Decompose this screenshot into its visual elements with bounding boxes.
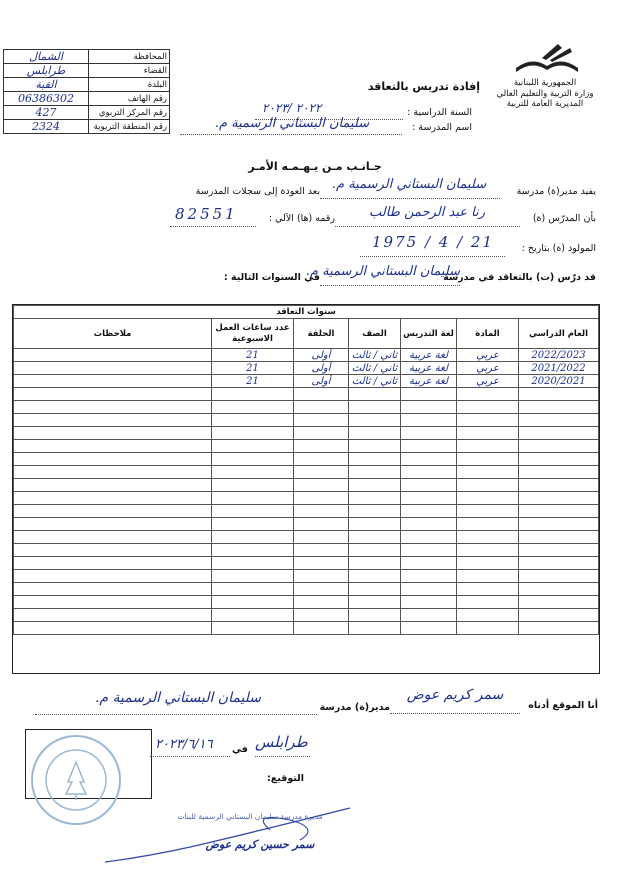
table-cell — [294, 427, 349, 440]
table-cell — [294, 531, 349, 544]
table-cell — [349, 479, 401, 492]
table-row — [14, 349, 599, 362]
table-cell — [14, 440, 212, 453]
info-label: البلدة — [89, 78, 170, 92]
table-cell — [519, 414, 599, 427]
table-group-header: سنوات التعاقد — [14, 306, 599, 319]
table-cell — [294, 492, 349, 505]
table-cell — [14, 622, 212, 635]
table-cell — [14, 570, 212, 583]
table-cell — [457, 583, 519, 596]
table-row — [14, 440, 599, 453]
info-value: 06386302 — [4, 92, 89, 106]
table-cell — [212, 401, 294, 414]
line2-prefix: بأن المدرّس (ة) — [532, 213, 596, 224]
table-cell — [457, 622, 519, 635]
director-label: مدير(ة) مدرسة — [319, 702, 390, 713]
signer-name: سمر كريم عوض — [406, 687, 504, 703]
info-label: رقم المنطقة التربوية — [89, 120, 170, 134]
table-cell: أولى — [294, 375, 349, 388]
table-row — [14, 427, 599, 440]
table-cell — [14, 492, 212, 505]
table-cell — [401, 557, 457, 570]
table-cell — [457, 557, 519, 570]
table-cell — [401, 427, 457, 440]
school-name-value: سليمان البستاني الرسمية م. — [214, 116, 370, 131]
table-cell — [14, 453, 212, 466]
table-cell: عربي — [457, 362, 519, 375]
table-cell — [212, 544, 294, 557]
table-cell — [457, 609, 519, 622]
table-cell — [212, 440, 294, 453]
table-cell — [349, 401, 401, 414]
table-cell — [294, 440, 349, 453]
school-name-label: اسم المدرسة : — [412, 122, 472, 133]
table-cell — [14, 375, 212, 388]
signed-name: سمر حسين كريم عوض — [205, 838, 315, 851]
table-row — [14, 544, 599, 557]
table-cell — [294, 622, 349, 635]
table-cell — [294, 544, 349, 557]
table-cell: 21 — [212, 362, 294, 375]
table-cell — [401, 505, 457, 518]
table-cell — [349, 622, 401, 635]
to-whom-concerned: جـانـب مـن يـهـمـه الأمـر — [248, 160, 382, 173]
table-cell — [294, 583, 349, 596]
table-row — [14, 466, 599, 479]
table-cell — [212, 453, 294, 466]
info-label: المحافظة — [89, 50, 170, 64]
table-cell — [519, 544, 599, 557]
table-cell: عربي — [457, 349, 519, 362]
table-cell — [14, 583, 212, 596]
table-cell — [294, 466, 349, 479]
table-cell — [349, 440, 401, 453]
table-cell — [401, 531, 457, 544]
table-cell: لغة عربية — [401, 375, 457, 388]
table-cell — [294, 388, 349, 401]
table-row — [14, 453, 599, 466]
table-row — [14, 557, 599, 570]
table-cell — [519, 492, 599, 505]
table-cell — [519, 570, 599, 583]
column-header: الحلقة — [294, 319, 349, 349]
table-cell: ثاني / ثالث — [349, 349, 401, 362]
table-cell — [457, 414, 519, 427]
table-cell — [349, 492, 401, 505]
table-cell — [401, 401, 457, 414]
line1-school: سليمان البستاني الرسمية م. — [331, 177, 487, 192]
table-cell — [212, 492, 294, 505]
column-header: المادة — [457, 319, 519, 349]
table-cell — [401, 440, 457, 453]
table-cell — [14, 596, 212, 609]
table-cell — [212, 531, 294, 544]
table-cell: 2021/2022 — [519, 362, 599, 375]
line4-suffix: في السنوات التالية : — [223, 272, 320, 283]
directorate-text: المديرية العامة للتربية — [506, 99, 584, 110]
table-cell — [349, 427, 401, 440]
table-row — [14, 596, 599, 609]
table-cell — [457, 570, 519, 583]
table-cell — [349, 609, 401, 622]
table-cell — [294, 453, 349, 466]
table-cell — [14, 518, 212, 531]
table-cell — [519, 557, 599, 570]
info-value: طرابلس — [4, 64, 89, 78]
table-cell — [14, 349, 212, 362]
director-school: سليمان البستاني الرسمية م. — [94, 690, 262, 706]
table-cell — [401, 544, 457, 557]
in-label: في — [232, 744, 248, 755]
table-cell — [349, 544, 401, 557]
table-cell — [457, 596, 519, 609]
line2-mid: رقمه (ها) الآلي : — [268, 213, 335, 224]
table-cell — [14, 401, 212, 414]
ministry-text: وزارة التربية والتعليم العالي — [496, 88, 594, 99]
table-row — [14, 609, 599, 622]
table-cell — [457, 492, 519, 505]
table-cell — [212, 427, 294, 440]
table-row — [14, 375, 599, 388]
table-cell — [14, 427, 212, 440]
table-cell — [519, 622, 599, 635]
table-cell — [349, 414, 401, 427]
table-cell — [519, 531, 599, 544]
automatic-number: 82551 — [175, 205, 238, 223]
table-cell: 2022/2023 — [519, 349, 599, 362]
info-value: القبة — [4, 78, 89, 92]
table-cell — [349, 531, 401, 544]
line1-suffix: بعد العودة إلى سجلات المدرسة — [195, 186, 320, 197]
table-cell — [349, 557, 401, 570]
table-row — [14, 583, 599, 596]
undersigned-label: أنا الموقع أدناه — [528, 700, 598, 711]
table-cell — [349, 583, 401, 596]
table-cell — [401, 453, 457, 466]
table-cell — [212, 583, 294, 596]
line4-prefix: قد درّس (ت) بالتعاقد في مدرسة — [443, 272, 596, 283]
info-value: 427 — [4, 106, 89, 120]
table-row — [14, 531, 599, 544]
table-cell — [294, 609, 349, 622]
table-cell — [294, 414, 349, 427]
table-cell — [401, 388, 457, 401]
table-cell — [457, 427, 519, 440]
table-cell — [457, 531, 519, 544]
table-cell — [349, 518, 401, 531]
table-cell: 21 — [212, 375, 294, 388]
table-cell — [212, 622, 294, 635]
table-cell: أولى — [294, 362, 349, 375]
table-cell — [457, 505, 519, 518]
table-row — [14, 505, 599, 518]
table-cell: 2020/2021 — [519, 375, 599, 388]
document-title: إفادة تدريس بالتعاقد — [367, 80, 480, 93]
table-cell — [457, 388, 519, 401]
table-row — [14, 401, 599, 414]
table-cell — [401, 583, 457, 596]
table-cell — [212, 609, 294, 622]
table-cell — [401, 466, 457, 479]
table-cell — [294, 570, 349, 583]
table-cell: أولى — [294, 349, 349, 362]
contract-years-table — [12, 304, 600, 674]
table-cell — [349, 570, 401, 583]
table-cell — [294, 557, 349, 570]
info-value: 2324 — [4, 120, 89, 134]
table-cell — [519, 609, 599, 622]
table-cell — [212, 414, 294, 427]
table-cell — [457, 453, 519, 466]
table-cell — [519, 453, 599, 466]
table-row — [14, 518, 599, 531]
table-cell — [457, 479, 519, 492]
table-cell — [212, 596, 294, 609]
table-cell — [401, 414, 457, 427]
info-value: الشمال — [4, 50, 89, 64]
table-cell — [294, 401, 349, 414]
table-row — [14, 492, 599, 505]
place: طرابلس — [255, 733, 308, 751]
stamp-caption: مديرة مدرسة سليمان البستاني الرسمية للبنات — [177, 812, 323, 821]
table-cell — [519, 479, 599, 492]
table-cell: لغة عربية — [401, 362, 457, 375]
table-cell — [294, 518, 349, 531]
table-cell — [14, 609, 212, 622]
table-cell: لغة عربية — [401, 349, 457, 362]
table-cell: عربي — [457, 375, 519, 388]
line3-prefix: المولود (ة) بتاريخ : — [521, 243, 596, 254]
table-row — [14, 414, 599, 427]
column-header: لغة التدريس — [401, 319, 457, 349]
table-cell — [349, 466, 401, 479]
info-label: رقم الهاتف — [89, 92, 170, 106]
info-label: رقم المركز التربوي — [89, 106, 170, 120]
birth-date: 1975 / 4 / 21 — [372, 233, 494, 251]
table-cell — [519, 427, 599, 440]
table-cell — [349, 388, 401, 401]
table-cell — [14, 531, 212, 544]
table-cell — [401, 622, 457, 635]
table-cell — [212, 570, 294, 583]
table-cell — [401, 492, 457, 505]
table-cell — [14, 466, 212, 479]
table-row — [14, 388, 599, 401]
table-cell — [401, 518, 457, 531]
table-cell — [294, 505, 349, 518]
table-cell — [14, 544, 212, 557]
table-cell: ثاني / ثالث — [349, 375, 401, 388]
table-cell — [457, 401, 519, 414]
line4-school: سليمان البستاني الرسمية م. — [305, 264, 460, 279]
signature-stroke-icon — [100, 800, 360, 870]
table-cell — [212, 518, 294, 531]
table-row — [14, 570, 599, 583]
table-cell — [519, 596, 599, 609]
table-cell — [14, 362, 212, 375]
table-cell — [519, 401, 599, 414]
ministry-header — [486, 78, 604, 110]
sign-date: ٢٠٢٣/٦/١٦ — [155, 737, 213, 752]
column-header: العام الدراسي — [519, 319, 599, 349]
table-cell — [519, 388, 599, 401]
table-cell — [457, 518, 519, 531]
column-header: الصف — [349, 319, 401, 349]
table-cell — [519, 518, 599, 531]
table-cell — [212, 505, 294, 518]
table-cell — [349, 453, 401, 466]
table-cell — [212, 557, 294, 570]
table-cell — [349, 596, 401, 609]
table-cell — [519, 440, 599, 453]
table-cell — [14, 557, 212, 570]
table-cell — [212, 466, 294, 479]
table-cell — [14, 479, 212, 492]
table-cell — [212, 479, 294, 492]
table-cell — [401, 479, 457, 492]
table-cell — [14, 414, 212, 427]
line1-prefix: يفيد مدير(ة) مدرسة — [516, 186, 596, 197]
table-cell — [349, 505, 401, 518]
table-cell — [294, 596, 349, 609]
school-year-value: ٢٠٢٢ /٢٠٢٣ — [262, 101, 322, 115]
teacher-name: رنا عبد الرحمن طالب — [369, 205, 485, 220]
table-cell — [212, 388, 294, 401]
table-cell — [294, 479, 349, 492]
republic-text: الجمهورية اللبنانية — [513, 78, 577, 88]
table-cell — [401, 609, 457, 622]
table-row — [14, 479, 599, 492]
table-cell — [519, 583, 599, 596]
table-cell — [457, 544, 519, 557]
book-logo-icon — [512, 38, 582, 74]
table-cell — [401, 596, 457, 609]
table-cell — [401, 570, 457, 583]
signature-label: التوقيع: — [266, 773, 304, 784]
info-table — [3, 49, 170, 134]
table-cell — [457, 466, 519, 479]
column-header: عدد ساعات العمل الاسبوعية — [212, 319, 294, 349]
table-cell — [519, 466, 599, 479]
column-header: ملاحظات — [14, 319, 212, 349]
info-label: القضاء — [89, 64, 170, 78]
table-cell — [457, 440, 519, 453]
table-cell — [519, 505, 599, 518]
school-year-label: السنة الدراسية : — [407, 107, 472, 118]
table-row — [14, 622, 599, 635]
table-cell — [14, 388, 212, 401]
table-row — [14, 362, 599, 375]
table-cell — [14, 505, 212, 518]
table-cell: ثاني / ثالث — [349, 362, 401, 375]
table-cell: 21 — [212, 349, 294, 362]
